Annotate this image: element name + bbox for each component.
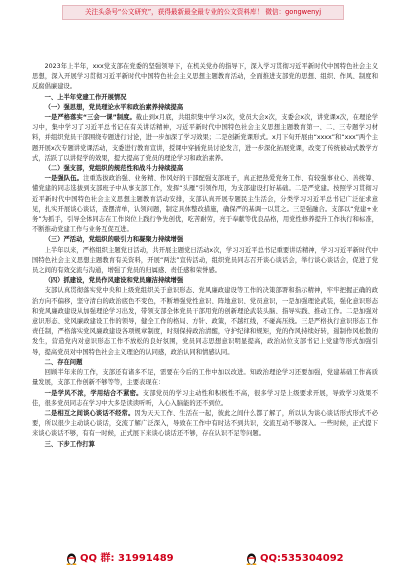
subsection-heading (32, 276, 378, 286)
section-heading (32, 93, 378, 103)
body-paragraph (32, 62, 378, 93)
paragraph-text: 支部认真贯彻落实党中央和上级党组织关于意识形态、党风廉政建设等工作的决策部署和指示精神，牢牢把握正确的政治方向不偏移，坚守清白的政治底色不变色，不断增强党性意识、阵地意识、党员意识，一是加强理论武装，强化意识形态和党风廉政建设从加强理论学习出发，带领支部全体党员干部用党的创新理论武装头脑、指导实践、推动工作。二是加强对意识形态、党风廉政建设工作的领导，健全工作的格局、方针、政策，不越红线，不碰高压线。三是严格执行意识形态工作责任制，严格落实党风廉政建设各项规章制度，时刻保持政治清醒，守护纪律和规矩，党的作风持续好转，遏制作风松散的发生，营造党内对意识形态工作不放松的良好氛围，党员同志思想意识明显提高，政治站位支部书记上党建等形式加强引导，提高党员对中国特色社会主义理论的认同感，政治认同和情感认同。 (32, 287, 378, 356)
paragraph-text: 二、存在问题 (44, 358, 83, 366)
subsection-heading (32, 235, 378, 245)
qq-number: 535304092 (281, 553, 344, 564)
paragraph-text: 2023年上半年，xxx党支部在党委的坚强领导下，在机关党办的指导下，深入学习贯彻习近平新时代中国特色社会主义思想，深入开展学习贯彻习近平新时代中国特色社会主义思想主题教育活动，全面推进支部党的思想、组织、作风、制度和反腐倡廉建设。 (32, 63, 378, 91)
paragraph-text: （一）强思想，党员理论水平和政治素养持续提高 (44, 103, 184, 111)
paragraph-text: 上半年以来，严格组织主题党日活动，共开展主题党日活动x次，学习习近平总书记重要讲话精神，学习习近平新时代中国特色社会主义思想主题教育有关资料，开展“两法”宣传活动，组织党员同志召开谈心谈话会，举行谈心谈话会，促进了党员之间的有效交流与沟通，增强了党员的归属感、责任感和荣誉感。 (32, 246, 378, 275)
promo-banner[interactable]: 关注头条号“公文研究”，获得最新最全最专业的公文资料库！ 微信：gongwenyj (62, 5, 344, 20)
paragraph-text: 支部党员的学习主动性和积极性不高，很多学习是上级要求开展，导致学习效果不佳，很多党员同志在学习中大多是读读听听，入心入脑能的还不到位。 (32, 389, 379, 407)
paragraph-text: 注重选拔政治强、业务精、作风好的干部配强支部班子，真正把热爱党务工作、有较强事业心、善统筹、懂党建的同志选拔到支部班子中从事支部工作，发挥“头雁”引领作用，为支部建设打好基础。二是严党建。按照学习贯彻习近平新时代中国特色社会主义思想主题教育活动安排，支部认真开展专题民主生活会，分类学习习近平总书记广泛征求意见，扎实开展谈心谈话，查摆清单，认领问题，制定具体整改措施，确保严的基调一以贯之。三是强融合。支部以“党建+业务”为抓手，引导全体同志在工作岗位上践行争先创优，吃苦耐劳，亮于奉献等优良品格，用党性修养提升工作执行和标准，不断推动党建工作与业务互促互进。 (32, 175, 379, 234)
paragraph-text: （三）严活动，党组织的吸引力和凝聚力持续增强 (44, 236, 184, 244)
paragraph-lead: 一是严格落实“三会一课”制度。 (44, 114, 136, 122)
paragraph-text: 三、下步工作打算 (44, 440, 95, 448)
body-paragraph (32, 286, 378, 357)
subsection-heading (32, 103, 378, 113)
section-heading (32, 440, 378, 450)
qq-group-info (66, 550, 174, 568)
body-paragraph (32, 246, 378, 277)
subsection-heading (32, 164, 378, 174)
qq-info (246, 550, 344, 568)
paragraph-text: 一、上半年党建工作开展情况 (44, 93, 127, 101)
body-paragraph (32, 113, 378, 164)
body-paragraph (32, 389, 378, 409)
document-body (32, 62, 378, 450)
paragraph-text: （二）强支部，党组织的规范性和战斗力持续提高 (44, 165, 184, 173)
qq-group-label: QQ 群: (80, 553, 115, 564)
body-paragraph (32, 368, 378, 388)
paragraph-text: （四）抓建设，党员作风建设和党员廉洁持续增强 (44, 277, 184, 285)
paragraph-lead: 一是学风不浓，学用结合不紧密。 (44, 389, 143, 397)
section-heading (32, 358, 378, 368)
body-paragraph (32, 174, 378, 235)
paragraph-lead: 二是相互之间谈心谈话不经常。 (44, 409, 135, 417)
paragraph-text: 因为天天工作、生活在一起，彼此之间什么都了解了，所以认为谈心谈话形式形式不必要，所以很少主动谈心谈话，交流了解广泛深入，导致在工作中有时达不到共识，交流互动不够深入。一些时候，正式提下来谈心谈话不够，有有一时候，正式展下来谈心谈话还不够，存在认识不足等问题。 (32, 409, 379, 438)
qq-label: QQ: (260, 553, 282, 564)
contact-footer (0, 550, 408, 568)
penguin-icon (66, 552, 77, 565)
penguin-icon (246, 552, 257, 565)
qq-group-number: 31991489 (117, 553, 174, 564)
paragraph-lead: 一是强队伍。 (44, 175, 84, 183)
paragraph-text: 回顾半年来的工作，支部还有诸多不足，需要在今后的工作中加以改进。知政治理论学习还要加强，党建基础工作高质量发展，支部工作创新不够等等，主要表现在： (32, 369, 378, 387)
paragraph-text: 截止到x月底，共组织集中学习x次，党员大会x次，支委会x次，讲党课x次，在理论学习中，集中学习了习近平总书记在有关讲话精神，习近平新时代中国特色社会主义思想主题教育第一、二、三专题学习材料，并组织党员干部围绕专题进行讨论，进一步加深了学习效果；二是创新党课形式。x月下旬开展由“xxxx”和“xxx”两个主题开展x次专题讲党课活动，支委进行教育宣讲，授课中穿插党员讨论发言，进一步深化拓展党课，改变了传统被动式教学方式，活跃了以讲促学的效果，提大提高了党员的理论学习和政治素养。 (32, 114, 378, 162)
body-paragraph (32, 409, 378, 440)
